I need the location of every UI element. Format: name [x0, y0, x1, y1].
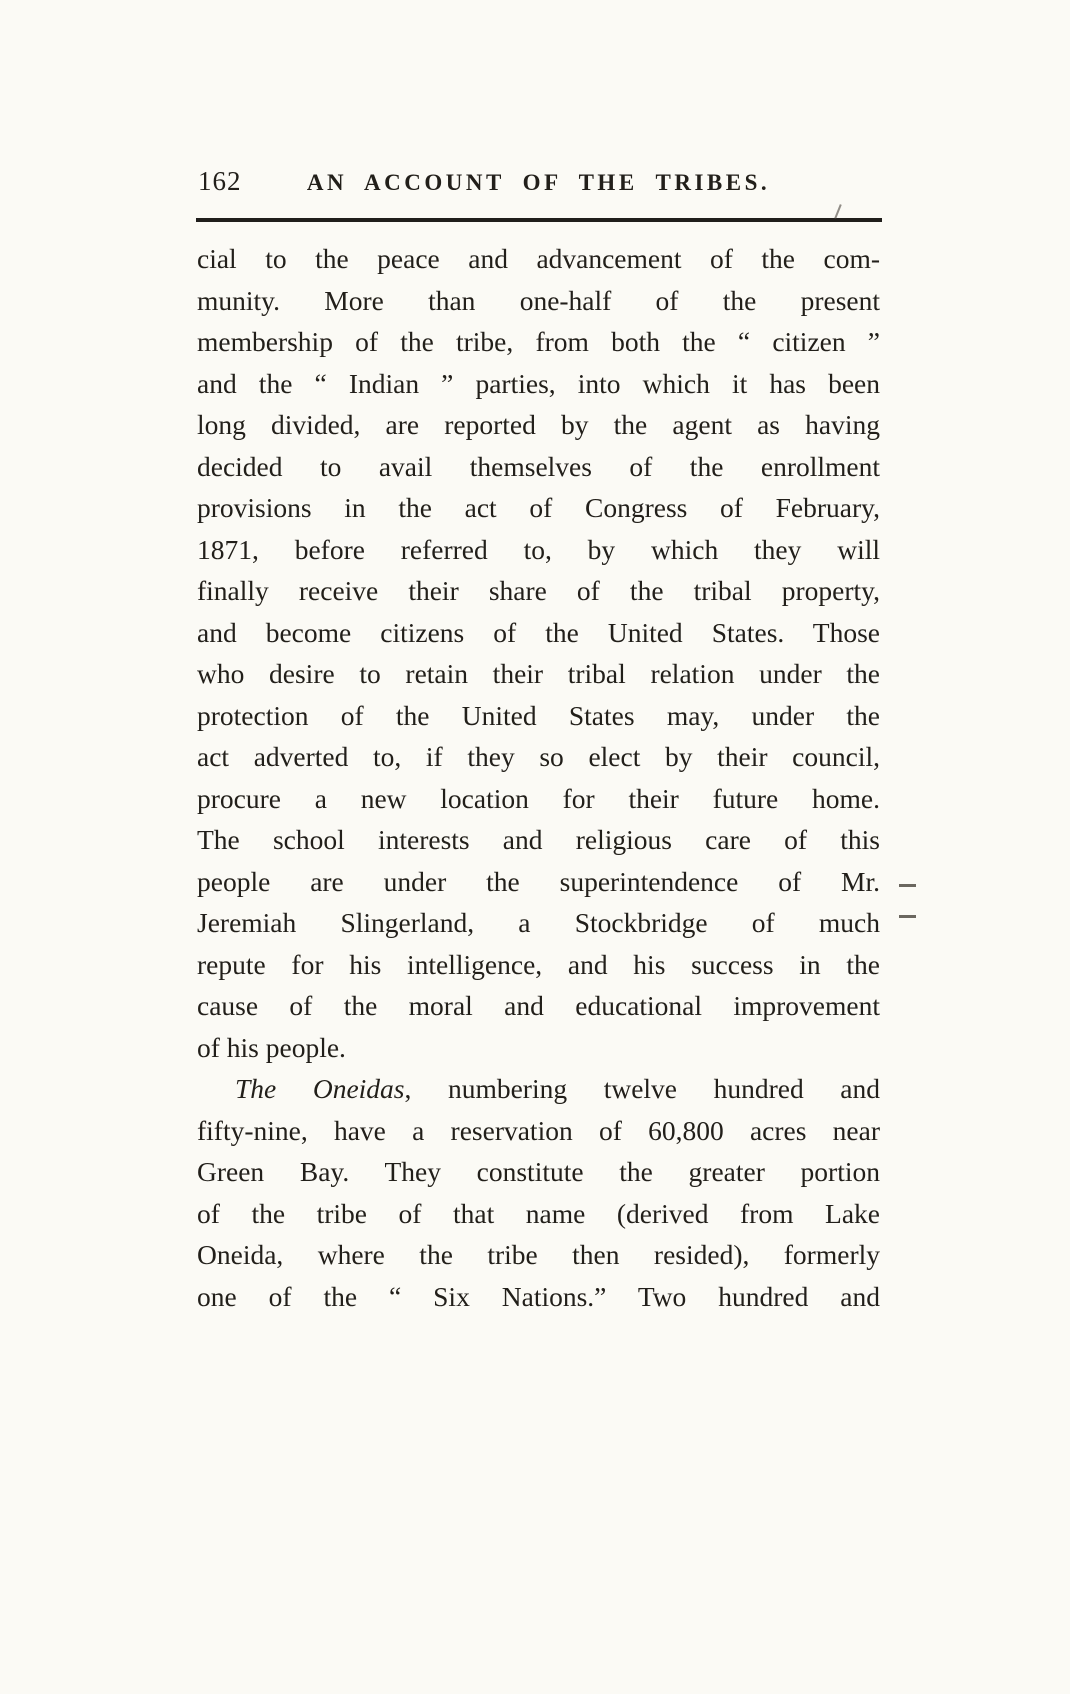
text-segment: and the “ Indian ” parties, into which it has been [197, 367, 880, 399]
text-segment: one of the “ Six Nations.” Two hundred and [197, 1280, 880, 1312]
text-segment: fifty-nine, have a reservation of 60,800 acres near [197, 1114, 880, 1146]
text-line [197, 570, 880, 612]
text-line [197, 1276, 880, 1318]
text-line [197, 1027, 880, 1069]
text-line [197, 1068, 880, 1110]
text-segment: and become citizens of the United States. Those [197, 616, 880, 648]
text-segment: Jeremiah Slingerland, a Stockbridge of much [197, 907, 880, 938]
scan-artifact-dash [899, 915, 916, 918]
text-line [197, 653, 880, 695]
text-line [197, 819, 880, 861]
text-segment: Oneida, where the tribe then resided), formerly [197, 1239, 880, 1270]
text-line [197, 238, 880, 280]
text-segment: decided to avail themselves of the enrollment [197, 450, 880, 482]
text-line [197, 1234, 880, 1276]
text-segment: 1871, before referred to, by which they will [197, 533, 880, 565]
text-segment: , numbering twelve hundred and [404, 1073, 880, 1104]
body-text [197, 238, 880, 1317]
text-segment: people are under the superintendence of Mr. [197, 865, 880, 897]
text-line [197, 612, 880, 654]
text-segment: The school interests and religious care of this [197, 824, 880, 855]
italic-text: The Oneidas [235, 1073, 405, 1104]
header-divider-rule [196, 218, 882, 222]
text-line [197, 1151, 880, 1193]
text-line [197, 487, 880, 529]
text-line [197, 529, 880, 571]
text-line [197, 404, 880, 446]
text-segment: protection of the United States may, under the [197, 699, 880, 731]
scan-artifact-mark [834, 204, 841, 219]
text-line [197, 280, 880, 322]
text-segment: long divided, are reported by the agent as having [197, 409, 880, 440]
text-segment: procure a new location for their future home. [197, 782, 880, 814]
text-segment: munity. More than one-half of the present [197, 284, 880, 316]
text-segment: of the tribe of that name (derived from Lake [197, 1197, 880, 1229]
text-segment: finally receive their share of the tribal property, [197, 575, 880, 606]
text-line [197, 446, 880, 488]
text-line [197, 736, 880, 778]
text-line [197, 1110, 880, 1152]
text-line [197, 861, 880, 903]
text-line [197, 902, 880, 944]
text-line [197, 321, 880, 363]
text-line [197, 1193, 880, 1235]
text-segment: cial to the peace and advancement of the com- [197, 243, 880, 274]
text-line [197, 944, 880, 986]
text-line [197, 985, 880, 1027]
running-header-title: AN ACCOUNT OF THE TRIBES. [306, 170, 771, 195]
text-line [197, 695, 880, 737]
text-segment: Green Bay. They constitute the greater portion [197, 1156, 880, 1187]
page-number: 162 [198, 166, 242, 196]
scan-artifact-dash [899, 884, 916, 887]
text-segment: act adverted to, if they so elect by their council, [197, 741, 880, 772]
text-segment: who desire to retain their tribal relation under the [197, 658, 880, 689]
text-segment: membership of the tribe, from both the “ citizen ” [197, 326, 880, 357]
text-segment: repute for his intelligence, and his success in the [197, 948, 880, 980]
text-line [197, 363, 880, 405]
text-segment: cause of the moral and educational improvement [197, 990, 880, 1021]
text-line [197, 778, 880, 820]
text-segment: provisions in the act of Congress of February, [197, 492, 880, 523]
text-segment: of his people. [197, 1031, 346, 1063]
